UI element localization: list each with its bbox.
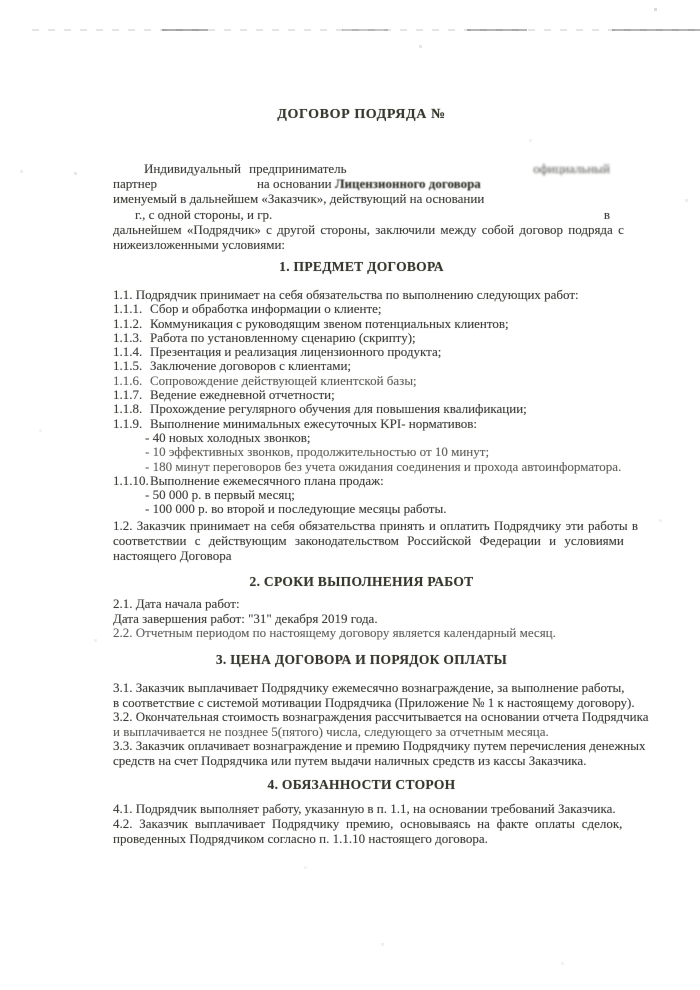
scan-dash-segment [612,29,700,31]
preamble-partner-label: партнер [113,176,157,192]
clause-1-2-line-1: 1.2. Заказчик принимает на себя обязательства принять и оплатить Подрядчику эти работы в [113,518,639,533]
clause-1-2-line-3: настоящего Договора [113,547,232,563]
clause-number: 1.1.9. [113,415,143,431]
kpi-bullet-minutes: - 180 минут переговоров без учета ожидания соединения и прохода автоинформатора. [145,458,622,474]
preamble-line-1 [113,161,610,176]
section-2-heading: 2. СРОКИ ВЫПОЛНЕНИЯ РАБОТ [249,574,474,589]
clause-number: 1.1.3. [113,329,143,345]
section-4-body [113,801,623,846]
clause-1-2-line-2: соответствии с действующим законодательством Российской Федерации и условиями [113,532,624,548]
section-1-heading: 1. ПРЕДМЕТ ДОГОВОРА [279,259,444,274]
section-2-body [113,597,610,641]
clause-text: Выполнение минимальных ежесуточных KPI- нормативов: [150,415,478,431]
clause-4-2-line-2: проведенных Подрядчиком согласно п. 1.1.10 настоящего договора. [113,830,488,846]
clause-number: 1.1.7. [113,387,143,403]
clause-3-2-line-2: и выплачивается не позднее 5(пятого) числа, следующего за отчетным месяца. [113,723,549,739]
clause-1-1-2 [113,317,610,331]
scan-artifact-line [32,29,698,31]
clause-1-1-8 [113,402,610,416]
clause-2-2: 2.2. Отчетным периодом по настоящему договору является календарный месяц. [113,625,556,640]
scan-dash-segment [467,29,527,31]
clause-number: 1.1.8. [113,401,143,417]
preamble-line-4 [113,207,610,222]
plan-bullet-first-month: - 50 000 р. в первый месяц; [145,487,295,503]
section-1-list [113,287,622,517]
clause-number: 1.1.10. [113,472,149,488]
preamble-line-2 [113,176,610,191]
clause-1-1-1 [113,302,610,316]
kpi-bullet-calls: - 40 новых холодных звонков; [145,429,311,445]
clause-number: 1.1.1. [113,301,143,317]
scan-dash-segment [162,29,208,31]
clause-3-1-line-2: в соответствие с системой мотивации Подрядчика (Приложение № 1 к настоящему договору). [113,694,635,710]
clause-1-1: 1.1. Подрядчик принимает на себя обязательства по выполнению следующих работ: [113,287,579,302]
clause-number: 1.1.6. [113,372,143,388]
clause-text: Прохождение регулярного обучения для повышения квалификации; [150,401,527,417]
clause-3-3-line-2: средств на счет Подрядчика или путем выдачи наличных средств из кассы Заказчика. [113,752,587,768]
kpi-bullet-effective-calls: - 10 эффективных звонков, продолжительностью от 10 минут; [145,444,490,460]
plan-bullet-next-months: - 100 000 р. во второй и последующие месяцы работы. [145,501,447,517]
document-title: ДОГОВОР ПОДРЯДА № [277,107,446,122]
clause-number: 1.1.4. [113,344,143,360]
preamble-date-party-fragment: г., с одной стороны, и гр. [135,206,273,222]
preamble-basis-label: на основании [256,176,332,192]
clause-text: Презентация и реализация лицензионного продукта; [150,344,442,360]
preamble-line-3: именуемый в дальнейшем «Заказчик», действующий на основании [113,191,485,207]
preamble-entrepreneur-label: Индивидуальный предприниматель [144,161,347,176]
clause-1-1-4 [113,345,610,359]
clause-text: Сбор и обработка информации о клиенте; [150,301,382,317]
clause-number: 1.1.2. [113,315,143,331]
clause-2-1-end-date: Дата завершения работ: "31" декабря 2019 года. [113,610,378,626]
clause-2-1: 2.1. Дата начала работ: [113,596,240,611]
clause-text: Работа по установленному сценарию (скрипту); [150,329,416,345]
preamble [113,161,624,253]
preamble-line-6: нижеизложенными условиями: [113,237,286,253]
clause-text: Коммуникация с руководящим звеном потенциальных клиентов; [150,315,509,331]
preamble-line-5: дальнейшем «Подрядчик» с другой стороны, заключили между собой договор подряда с [113,221,624,237]
clause-1-2 [113,518,639,563]
clause-3-2-line-1: 3.2. Окончательная стоимость вознаграждения рассчитывается на основании отчета Подрядчика [113,709,649,725]
clause-1-1-9 [113,417,610,431]
clause-1-1-3 [113,331,610,345]
clause-4-2-line-1: 4.2. Заказчик выплачивает Подрядчику премию, основываясь на факте оплаты сделок, [113,815,623,831]
clause-1-1-6 [113,374,610,388]
section-3-body [113,680,649,769]
scan-noise-specks [0,0,1,1]
preamble-license-agreement-label: Лицензионного договора [334,176,481,192]
preamble-line-4-end: в [603,206,610,222]
clause-1-1-7 [113,388,610,402]
clause-1-1-5 [113,359,610,373]
preamble-redacted-word: официальный [533,161,610,176]
clause-text: Сопровождение действующей клиентской базы; [150,372,417,388]
clause-text: Заключение договоров с клиентами; [150,358,352,374]
section-4-heading: 4. ОБЯЗАННОСТИ СТОРОН [267,777,456,792]
section-3-heading: 3. ЦЕНА ДОГОВОРА И ПОРЯДОК ОПЛАТЫ [215,652,508,667]
scan-dash-segment [342,29,388,31]
clause-text: Выполнение ежемесячного плана продаж: [150,472,384,488]
clause-3-1-line-1: 3.1. Заказчик выплачивает Подрядчику ежемесячно вознаграждение, за выполнение работы, [113,680,625,695]
clause-number: 1.1.5. [113,358,143,374]
clause-4-1: 4.1. Подрядчик выполняет работу, указанную в п. 1.1, на основании требований Заказчика. [113,801,616,816]
clause-1-1-10 [113,474,610,488]
clause-text: Ведение ежедневной отчетности; [150,387,335,403]
clause-3-3-line-1: 3.3. Заказчик оплачивает вознаграждение и премию Подрядчику путем перечисления денежных [113,738,646,754]
